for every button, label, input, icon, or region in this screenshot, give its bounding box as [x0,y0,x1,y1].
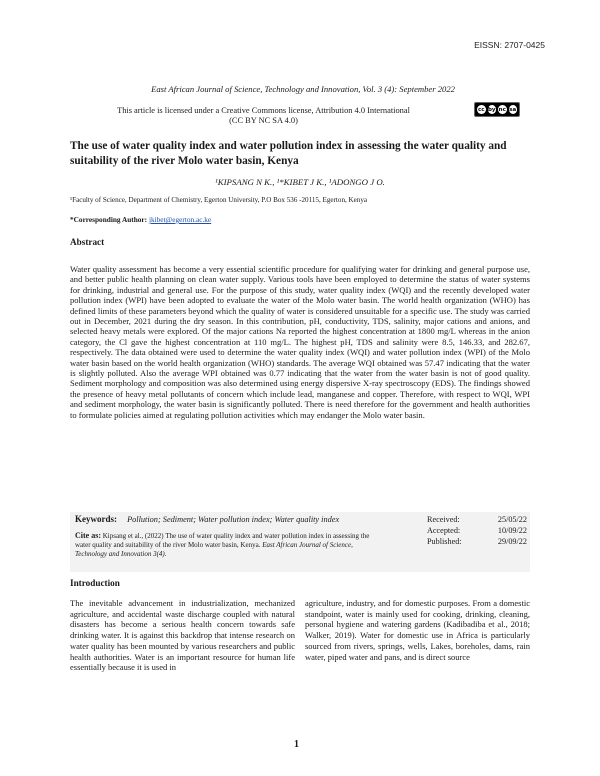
date-value: 25/05/22 [497,515,527,524]
creative-commons-badge[interactable] [474,102,520,117]
keywords [75,514,395,524]
attribution-icon: by [487,106,496,113]
corresponding-author [70,215,530,224]
introduction-left-column: The inevitable advancement in industrialization, mechanized agriculture, and accidental waste discharge coupled with natural disasters has become a serious health concern towards safe drinking water. It is against this backdrop that intense research on water quality has been mounted by various researchers and public health authorities. Water is an important resource for human life essentially because it is used in [70,598,295,673]
affiliation: ¹Faculty of Science, Department of Chemistry, Egerton University, P.O Box 536 -20115, Egerton, Kenya [70,196,368,204]
date-value: 29/09/22 [497,537,527,546]
corresponding-email-link[interactable]: jkibet@egerton.ac.ke [148,215,212,224]
license-line-1: This article is licensed under a Creative Commons license, Attribution 4.0 International [117,106,410,115]
author-list: ¹KIPSANG N K., ¹*KIBET J K., ¹ADONGO J O. [215,177,385,187]
article-dates [427,514,527,547]
citation-journal: East African Journal of Science, Technology and Innovation 3(4). [75,541,353,559]
introduction-heading: Introduction [70,578,120,588]
journal-citation-header: East African Journal of Science, Technology and Innovation, Vol. 3 (4): September 2022 [151,84,455,94]
abstract-heading: Abstract [70,237,105,247]
introduction-right-column: agriculture, industry, and for domestic purposes. From a domestic standpoint, water is mainly used for cooking, drinking, cleaning, personal hygiene and watering gardens (Kadibadiba et al., 2018; Walker, 2019). Water for domestic use in Africa is particularly sourced from rivers, springs, wells, Lakes, boreholes, dams, rain water, piped water and pans, and is direct source [305,598,530,662]
sharealike-icon: sa [509,106,517,113]
article-title: The use of water quality index and water pollution index in assessing the water quality and suitability of the river Molo water basin, Kenya [70,140,507,167]
date-label: Accepted: [427,526,461,535]
date-received [427,514,527,525]
keywords-value: Pollution; Sediment; Water pollution index; Water quality index [127,515,340,524]
keywords-label: Keywords: [75,514,117,524]
cc-icon: cc [477,106,485,113]
date-label: Received: [427,515,460,524]
date-label: Published: [427,537,462,546]
corresponding-author-label: *Corresponding Author: [70,215,148,224]
eissn-label: EISSN: 2707-0425 [474,40,545,50]
page-number: 1 [294,739,299,750]
citation-text: Kipsang et al., (2022) The use of water quality index and water pollution index in assessing the water quality and suitability of the river Molo water basin, Kenya. [75,532,370,550]
date-accepted [427,525,527,536]
abstract-text: Water quality assessment has become a very essential scientific procedure for qualifying water for drinking and general purpose use, and better public health planning on clean water supply. Various tools have been employed to determine the status of water systems for drinking, industrial and general use. For the purpose of this study, water quality index (WQI) and the recently developed water pollution index (WPI) have been adopted to evaluate the water of the Molo water basin. The world health organization (WHO) has defined limits of these parameters beyond which the quality of water is considered unsuitable for a specific use. The study was carried out in December, 2021 during the dry season. In this contribution, pH, conductivity, TDS, salinity, major cations and anions, and selected heavy metals were explored. Of the major cations Na reported the highest concentration at 1800 mg/L whereas in the anion category, the Cl gave the highest concentration at 110 mg/L. The highest pH, TDS and salinity were 8.5, 146.33, and 282.67, respectively. The data obtained were used to determine the water quality index (WQI) and water pollution index (WPI) of the Molo water basin based on the world health organization (WHO) standards. The average WQI obtained was 57.47 indicating that the water is slightly polluted. Also the average WPI obtained was 0.77 indicating that the water from the water basin is not of good quality. Sediment morphology and composition was also determined using energy dispersive X-ray spectroscopy (EDS). The findings showed the presence of heavy metal pollutants of concern which include lead, manganese and copper. Therefore, with respect to WQI, WPI and sediment morphology, the water basin is significantly polluted. There is need therefore for the government and health authorities to formulate policies aimed at regulating pollution activities which may endanger the Molo water basin. [70,264,530,420]
license-line-2: (CC BY NC SA 4.0) [229,116,298,125]
citation-block [75,531,380,560]
date-value: 10/09/22 [497,526,527,535]
license-notice [86,106,441,126]
date-published [427,536,527,547]
noncommercial-icon: nc [498,106,506,113]
citation-label: Cite as: [75,531,101,540]
